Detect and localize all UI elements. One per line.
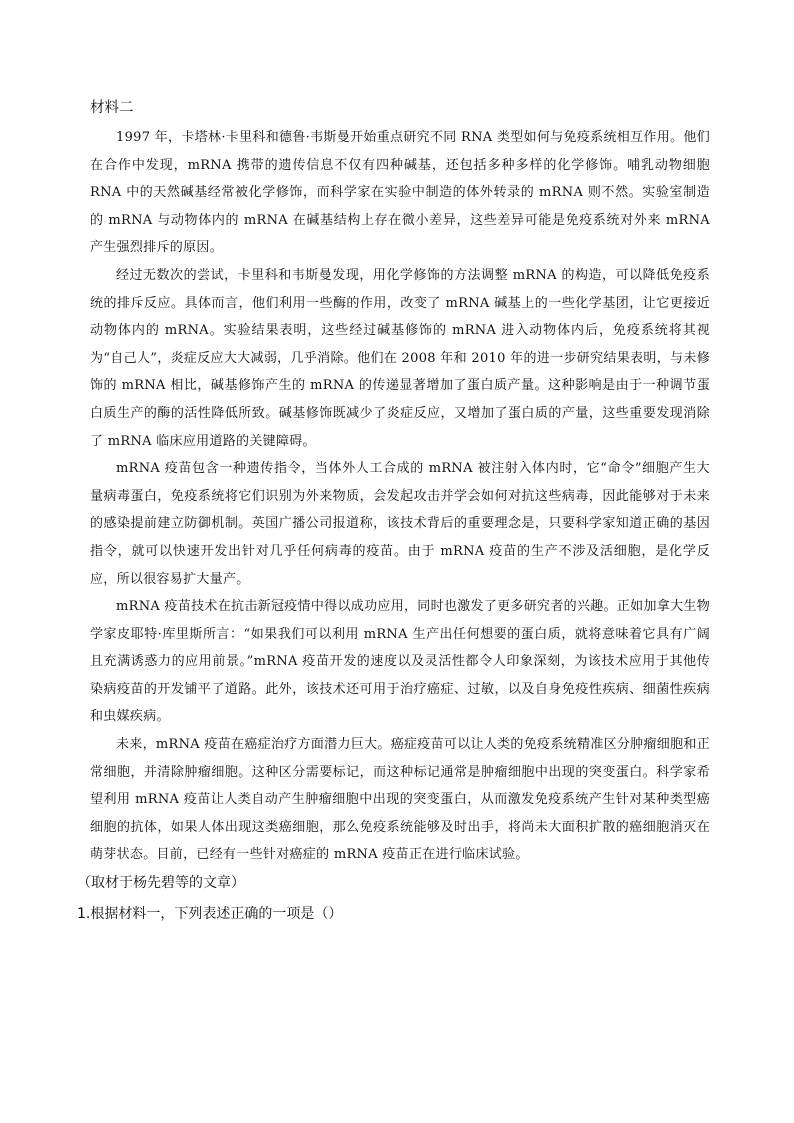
paragraph-2: 经过无数次的尝试，卡里科和韦斯曼发现，用化学修饰的方法调整 mRNA 的构造，可以降低免疫系统的排斥反应。具体而言，他们利用一些酶的作用，改变了 mRNA 碱基上的一些化学基团，让它更接近动物体内的 mRNA。实验结果表明，这些经过碱基修饰的 mRNA 进入动物体内后，免疫系统将其视为“自己人”，炎症反应大大减弱，几乎消除。他们在 2008 年和 2010 年的进一步研究结果表明，与未修饰的 mRNA 相比，碱基修饰产生的 mRNA 的传递显著增加了蛋白质产量。这种影响是由于一种调节蛋白质生产的酶的活性降低所致。碱基修饰既减少了炎症反应，又增加了蛋白质的产量，这些重要发现消除了 mRNA 临床应用道路的关键障碍。	[90, 267, 710, 449]
source-note: （取材于杨先碧等的文章）	[77, 875, 245, 892]
paragraph-3: mRNA 疫苗包含一种遗传指令，当体外人工合成的 mRNA 被注射入体内时，它“命令”细胞产生大量病毒蛋白，免疫系统将它们识别为外来物质，会发起攻击并学会如何对抗这些病毒，因此能够对于未来的感染提前建立防御机制。英国广播公司报道称，该技术背后的重要理念是，只要科学家知道正确的基因指令，就可以快速开发出针对几乎任何病毒的疫苗。由于 mRNA 疫苗的生产不涉及活细胞，是化学反应，所以很容易扩大量产。	[90, 461, 710, 587]
paragraph-1: 1997 年，卡塔林·卡里科和德鲁·韦斯曼开始重点研究不同 RNA 类型如何与免疫系统相互作用。他们在合作中发现，mRNA 携带的遗传信息不仅有四种碱基，还包括多种多样的化学修饰。哺乳动物细胞 RNA 中的天然碱基经常被化学修饰，而科学家在实验中制造的体外转录的 mRNA 则不然。实验室制造的 mRNA 与动物体内的 mRNA 在碱基结构上存在微小差异，这些差异可能是免疫系统对外来 mRNA 产生强烈排斥的原因。	[90, 130, 710, 256]
question-1: 1.根据材料一，下列表述正确的一项是（）	[77, 906, 343, 923]
section-heading: 材料二	[90, 100, 134, 116]
paragraph-5: 未来，mRNA 疫苗在癌症治疗方面潜力巨大。癌症疫苗可以让人类的免疫系统精准区分肿瘤细胞和正常细胞，并清除肿瘤细胞。这种区分需要标记，而这种标记通常是肿瘤细胞中出现的突变蛋白。科学家希望利用 mRNA 疫苗让人类自动产生肿瘤细胞中出现的突变蛋白，从而激发免疫系统产生针对某种类型癌细胞的抗体，如果人体出现这类癌细胞，那么免疫系统能够及时出手，将尚未大面积扩散的癌细胞消灭在萌芽状态。目前，已经有一些针对癌症的 mRNA 疫苗正在进行临床试验。	[90, 737, 710, 863]
document-page	[77, 96, 710, 928]
paragraph-4: mRNA 疫苗技术在抗击新冠疫情中得以成功应用，同时也激发了更多研究者的兴趣。正如加拿大生物学家皮耶特·库里斯所言：“如果我们可以利用 mRNA 生产出任何想要的蛋白质，就将意味着它具有广阔且充满诱惑力的应用前景。”mRNA 疫苗开发的速度以及灵活性都令人印象深刻，为该技术应用于其他传染病疫苗的开发铺平了道路。此外，该技术还可用于治疗癌症、过敏，以及自身免疫性疾病、细菌性疾病和虫媒疾病。	[90, 599, 710, 725]
